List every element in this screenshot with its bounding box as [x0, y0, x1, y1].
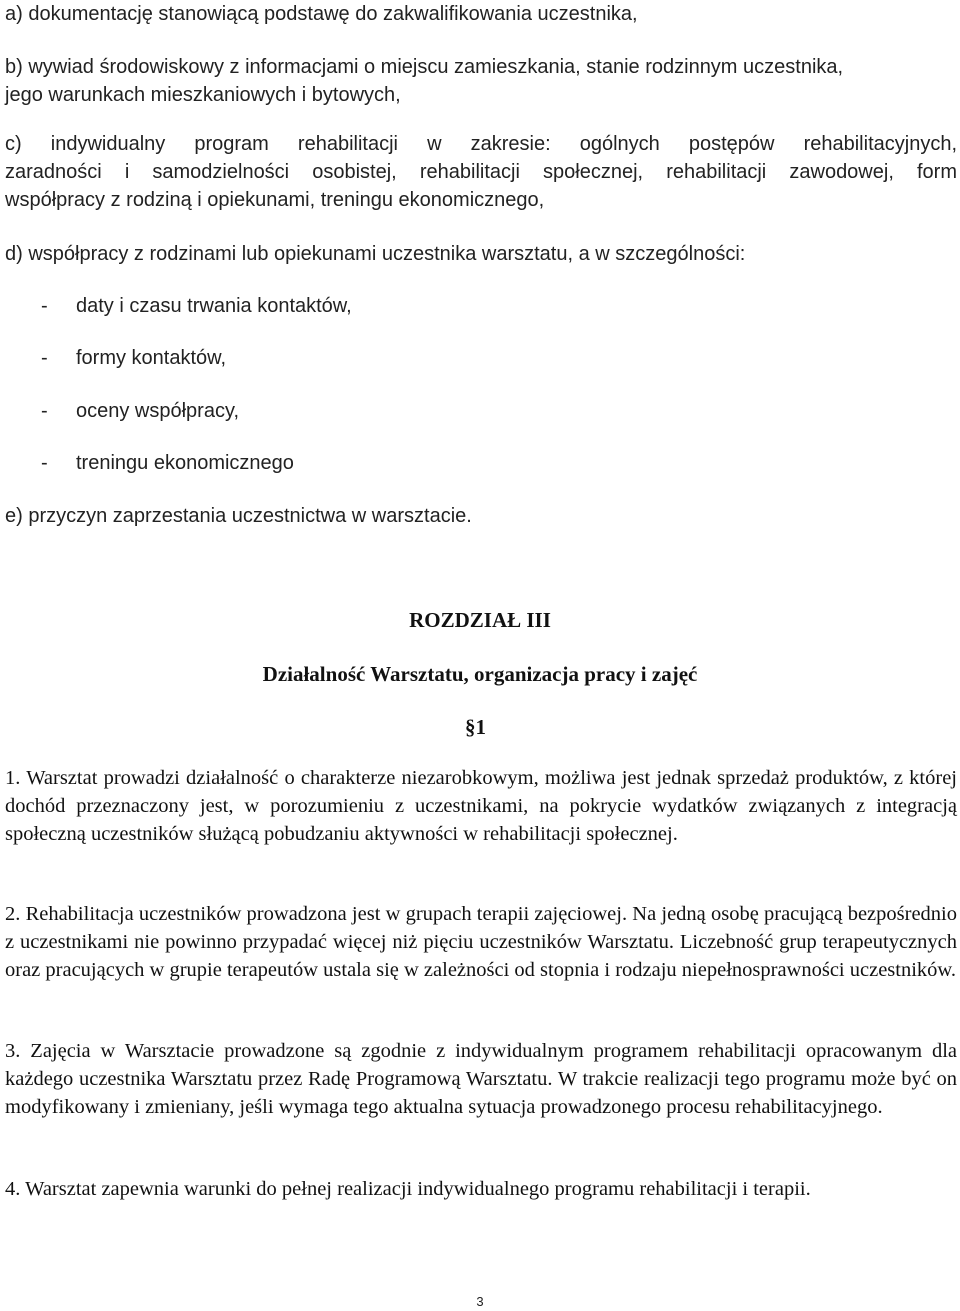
list-item-b-line-2: jego warunkach mieszkaniowych i bytowych, — [5, 84, 401, 106]
list-item-c-line-3: współpracy z rodziną i opiekunami, treningu ekonomicznego, — [5, 189, 545, 211]
list-item-c — [5, 130, 957, 214]
list-item-a: a) dokumentację stanowiącą podstawę do zakwalifikowania uczestnika, — [5, 3, 638, 25]
chapter-subtitle: Działalność Warsztatu, organizacja pracy i zajęć — [262, 662, 698, 686]
sub-item-3-text: oceny współpracy, — [76, 400, 240, 422]
paragraph-2: 2. Rehabilitacja uczestników prowadzona jest w grupach terapii zajęciowej. Na jedną osobę pracującą bezpośrednio z uczestnikami nie powinno przypadać więcej niż pięciu uczestników Warsztatu. Liczebność grup terapeutycznych oraz pracujących w grupie terapeutów ustala się w zależności od stopnia i rodzaju niepełnosprawności uczestników. — [5, 903, 957, 981]
list-item-c-line-2: zaradności i samodzielności osobistej, rehabilitacji społecznej, rehabilitacji zawodowej, form — [5, 161, 957, 183]
section-mark: §1 — [465, 715, 486, 739]
list-item-b-line-1: b) wywiad środowiskowy z informacjami o miejscu zamieszkania, stanie rodzinnym uczestnika, — [5, 56, 844, 78]
paragraph-3: 3. Zajęcia w Warsztacie prowadzone są zgodnie z indywidualnym programem rehabilitacji opracowanym dla każdego uczestnika Warsztatu przez Radę Programową Warsztatu. W trakcie realizacji tego programu może być on modyfikowany i zmieniany, jeśli wymaga tego aktualna sytuacja prowadzonego procesu rehabilitacyjnego. — [5, 1040, 957, 1118]
paragraph-1: 1. Warsztat prowadzi działalność o charakterze niezarobkowym, możliwa jest jednak sprzedaż produktów, z której dochód przeznaczony jest, w porozumieniu z uczestnikami, na pokrycie wydatków związanych z integracją społeczną uczestników służącą pobudzaniu aktywności w rehabilitacji społecznej. — [5, 767, 957, 845]
sub-item-1: - daty i czasu trwania kontaktów, — [41, 295, 352, 317]
sub-item-4: - treningu ekonomicznego — [41, 452, 294, 474]
list-item-d: d) współpracy z rodzinami lub opiekunami uczestnika warsztatu, a w szczególności: — [5, 243, 746, 265]
sub-item-1-text: daty i czasu trwania kontaktów, — [76, 295, 352, 317]
sub-item-2: - formy kontaktów, — [41, 347, 227, 369]
sub-item-4-text: treningu ekonomicznego — [76, 452, 294, 474]
list-item-c-line-1: c) indywidualny program rehabilitacji w zakresie: ogólnych postępów rehabilitacyjnych, — [5, 133, 957, 155]
sub-item-2-text: formy kontaktów, — [76, 347, 227, 369]
list-item-b — [5, 53, 957, 109]
sub-item-3: - oceny współpracy, — [41, 400, 240, 422]
list-item-e: e) przyczyn zaprzestania uczestnictwa w warsztacie. — [5, 505, 472, 527]
page-number: 3 — [476, 1294, 484, 1309]
paragraph-4: 4. Warsztat zapewnia warunki do pełnej realizacji indywidualnego programu rehabilitacji i terapii. — [5, 1178, 811, 1200]
chapter-title: ROZDZIAŁ III — [409, 608, 551, 632]
